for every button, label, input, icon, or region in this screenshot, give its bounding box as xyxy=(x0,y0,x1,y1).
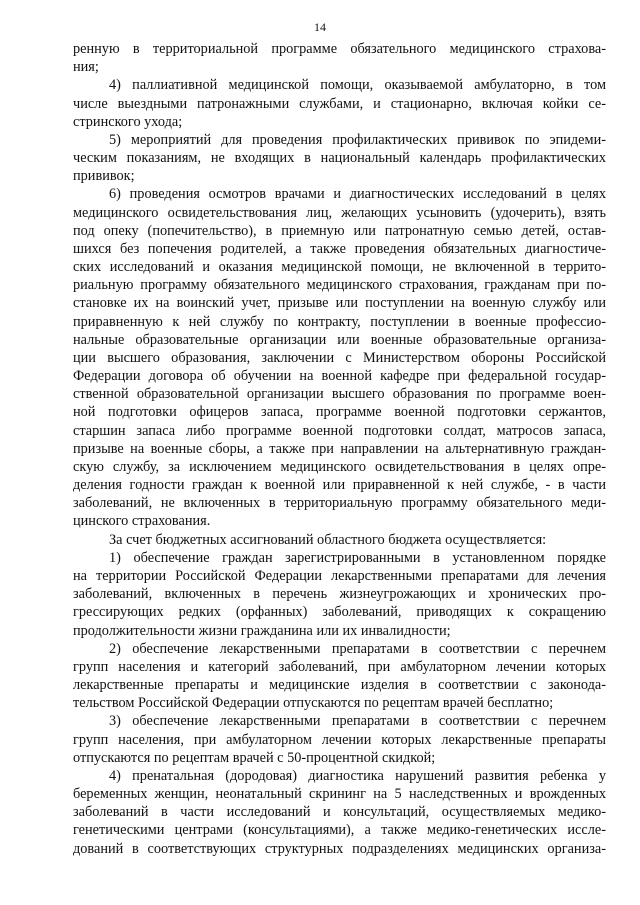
text-line: 4) пренатальная (дородовая) диагностика нарушений развития ребенка у xyxy=(109,767,606,784)
text-line: ственной образовательной организации высшего образования по программе воен- xyxy=(73,386,606,403)
text-line: беременных женщин, неонатальный скрининг на 5 наследственных и врожденных xyxy=(73,786,606,803)
text-line: приравненную к ней службу по контракту, поступлении в военные профессио- xyxy=(73,313,606,330)
text-line: нальные образовательные организации или военные образовательные организа- xyxy=(73,331,606,348)
text-line: генетическими центрами (консультациями), а также медико-генетических иссле- xyxy=(73,822,606,839)
text-line: 6) проведения осмотров врачами и диагностических исследований в целях xyxy=(109,186,606,203)
text-line: ной подготовки офицеров запаса, программе военной подготовки сержантов, xyxy=(73,404,606,421)
text-line: старшин запаса либо программе военной подготовки солдат, матросов запаса, xyxy=(73,422,606,439)
text-line: стринского ухода; xyxy=(73,113,183,130)
text-line: шихся без попечения родителей, а также проведения обязательных диагностиче- xyxy=(73,240,606,257)
document-body xyxy=(73,40,606,858)
text-line: ния; xyxy=(73,59,99,76)
text-line: 3) обеспечение лекарственными препаратами в соответствии с перечнем xyxy=(109,713,606,730)
text-line: 4) паллиативной медицинской помощи, оказываемой амбулаторно, в том xyxy=(109,77,606,94)
text-line: деления годности граждан к военной или приравненной к ней службе, - в части xyxy=(73,477,606,494)
text-line: заболеваний, включенных в перечень жизнеугрожающих и хронических про- xyxy=(73,586,606,603)
text-line: За счет бюджетных ассигнований областного бюджета осуществляется: xyxy=(109,531,547,548)
text-line: 2) обеспечение лекарственными препаратами в соответствии с перечнем xyxy=(109,640,606,657)
text-line: скую службу, за исключением медицинского освидетельствования в целях опре- xyxy=(73,458,606,475)
text-line: Федерации договора об обучении на военной кафедре при федеральной государ- xyxy=(73,368,606,385)
text-line: ческим показаниям, не входящих в национальный календарь профилактических xyxy=(73,150,606,167)
text-line: групп населения и категорий заболеваний, при амбулаторном лечении которых xyxy=(73,658,606,675)
text-line: 5) мероприятий для проведения профилактических прививок по эпидеми- xyxy=(109,131,606,148)
text-line: отпускаются по рецептам врачей с 50-процентной скидкой; xyxy=(73,749,436,766)
text-line: тельством Российской Федерации отпускаются по рецептам врачей бесплатно; xyxy=(73,695,554,712)
text-line: ренную в территориальной программе обязательного медицинского страхова- xyxy=(73,41,606,57)
text-line: продолжительности жизни гражданина или их инвалидности; xyxy=(73,622,451,639)
text-line: 1) обеспечение граждан зарегистрированными в установленном порядке xyxy=(109,549,606,566)
text-line: заболеваний, не включенных в территориальную программу обязательного меди- xyxy=(73,495,606,512)
text-line: медицинского освидетельствования лиц, желающих усыновить (удочерить), взять xyxy=(73,204,606,221)
text-line: групп населения, при амбулаторном лечении которых лекарственные препараты xyxy=(73,731,606,748)
page-number: 14 xyxy=(314,20,326,34)
text-line: прививок; xyxy=(73,168,135,185)
text-line: числе выездными патронажными службами, и стационарно, включая койки се- xyxy=(73,95,606,112)
text-line: заболеваний в части исследований и консультаций, осуществляемых медико- xyxy=(73,804,606,821)
text-line: лекарственные препараты и медицинские изделия в соответствии с законода- xyxy=(73,677,606,694)
text-line: на территории Российской Федерации лекарственными препаратами для лечения xyxy=(73,567,606,584)
text-line: риальную программу обязательного медицинского страхования, гражданам при по- xyxy=(73,277,606,294)
text-line: призыве на военные сборы, а также при направлении на альтернативную граждан- xyxy=(73,440,606,457)
text-line: грессирующих редких (орфанных) заболеваний, приводящих к сокращению xyxy=(73,604,606,621)
text-line: дований в соответствующих структурных подразделениях медицинских организа- xyxy=(73,840,606,857)
text-line: ских исследований и оказания медицинской помощи, не включенной в террито- xyxy=(73,259,606,276)
text-line: под опеку (попечительство), в приемную или патронатную семью детей, остав- xyxy=(73,222,606,239)
text-line: становке их на воинский учет, призыве или поступлении на военную службу или xyxy=(73,295,606,312)
text-line: ции высшего образования, заключении с Министерством обороны Российской xyxy=(73,349,606,366)
text-line: цинского страхования. xyxy=(73,513,211,530)
